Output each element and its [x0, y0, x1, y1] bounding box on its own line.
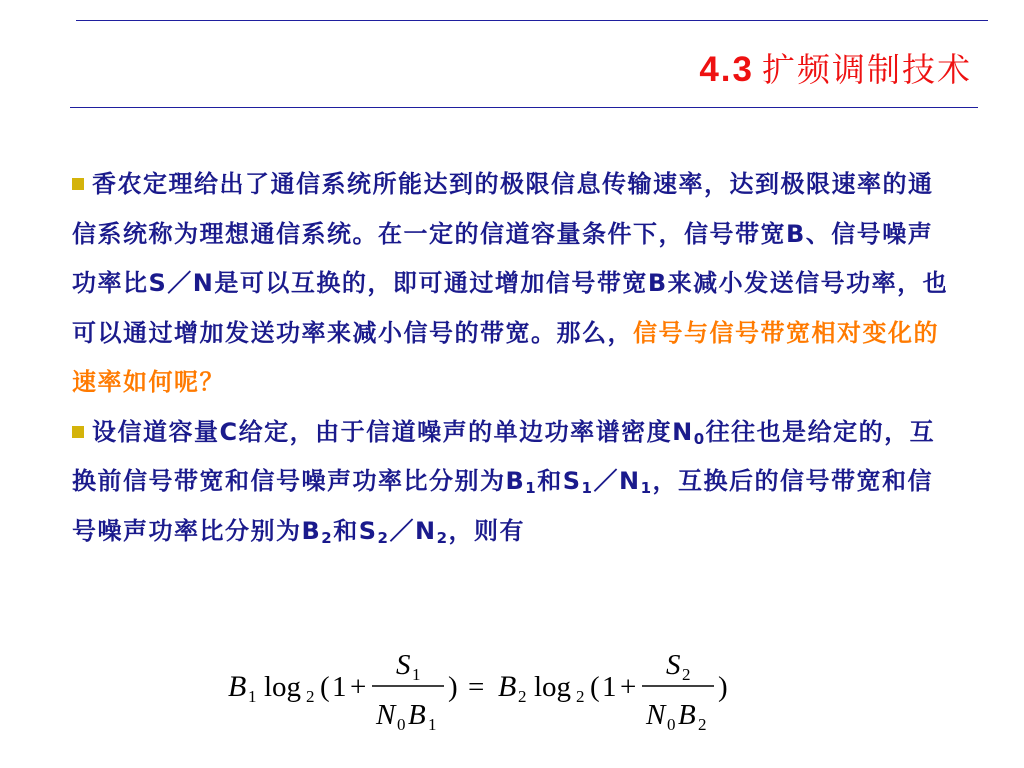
formula-b: B — [228, 670, 247, 703]
formula-log-base: 2 — [576, 687, 585, 706]
subscript-b1: 1 — [525, 479, 538, 497]
subscript-s1: 1 — [581, 479, 594, 497]
formula-plus: + — [350, 671, 367, 703]
formula-s: S — [396, 649, 411, 681]
subscript-n1: 1 — [640, 479, 653, 497]
exchange-part-8: ，则有 — [448, 516, 525, 545]
formula-equals: = — [468, 671, 485, 703]
bandwidth-exchange-formula — [228, 640, 748, 750]
formula-n-sub: 0 — [667, 715, 676, 734]
formula-log: log — [264, 671, 302, 703]
paragraph-shannon — [72, 160, 952, 408]
formula-b-den-sub: 1 — [428, 715, 437, 734]
formula-rparen: ) — [718, 671, 728, 703]
title-underline — [70, 107, 978, 108]
formula-n: N — [646, 699, 666, 731]
exchange-part-3: 和S — [537, 467, 582, 495]
bullet-square-icon — [72, 178, 84, 190]
formula-n: N — [376, 699, 396, 731]
slide-title — [699, 44, 972, 91]
top-rule — [76, 20, 988, 21]
exchange-part-4: ／N — [593, 467, 641, 495]
formula-b-sub: 1 — [248, 687, 257, 706]
exchange-part-6: 和S — [333, 516, 378, 545]
paragraph-shannon-text: 香农定理给出了通信系统所能达到的极限信息传输速率，达到极限速率的通信系统称为理想通信系统。在一定的信道容量条件下，信号带宽B、信号噪声功率比S／N是可以互换的，即可通过增加信号带宽B来减小发送信号功率，也可以通过增加发送功率来减小信号的带宽。那么， — [72, 170, 949, 347]
slide-body — [72, 160, 952, 556]
formula-b-den: B — [678, 699, 696, 731]
formula-b-den-sub: 2 — [698, 715, 707, 734]
formula-b-den: B — [408, 699, 426, 731]
subscript-n2: 2 — [436, 528, 449, 547]
formula-s-sub: 1 — [412, 665, 421, 684]
exchange-part-5: ，互换后的信号带宽和信号噪声功率比分别为B — [72, 467, 933, 545]
exchange-part-2: 往往也是给定的，互换前信号带宽和信号噪声功率比分别为B — [72, 417, 936, 495]
bullet-square-icon — [72, 426, 84, 438]
formula-lparen: ( — [320, 671, 330, 703]
formula-log: log — [534, 671, 572, 703]
formula-plus: + — [620, 671, 637, 703]
title-text: 扩频调制技术 — [762, 50, 972, 89]
subscript-s2: 2 — [377, 528, 390, 547]
exchange-part-1: 设信道容量C给定，由于信道噪声的单边功率谱密度N — [92, 417, 694, 446]
subscript-n0: 0 — [693, 429, 706, 448]
formula-one: 1 — [602, 671, 617, 703]
formula-s: S — [666, 649, 681, 681]
formula-b: B — [498, 670, 517, 703]
exchange-part-7: ／N — [389, 516, 437, 545]
paragraph-exchange — [72, 408, 952, 557]
subscript-b2: 2 — [321, 528, 334, 547]
formula-rparen: ) — [448, 671, 458, 703]
formula-b-sub: 2 — [518, 687, 527, 706]
formula-log-base: 2 — [306, 687, 315, 706]
formula-n-sub: 0 — [397, 715, 406, 734]
formula-lparen: ( — [590, 671, 600, 703]
section-number: 4.3 — [699, 50, 754, 89]
formula-one: 1 — [332, 671, 347, 703]
formula-s-sub: 2 — [682, 665, 691, 684]
formula-svg — [228, 640, 748, 750]
paragraph-shannon-highlight: 信号与信号带宽相对变化的速率如何呢？ — [72, 318, 939, 396]
